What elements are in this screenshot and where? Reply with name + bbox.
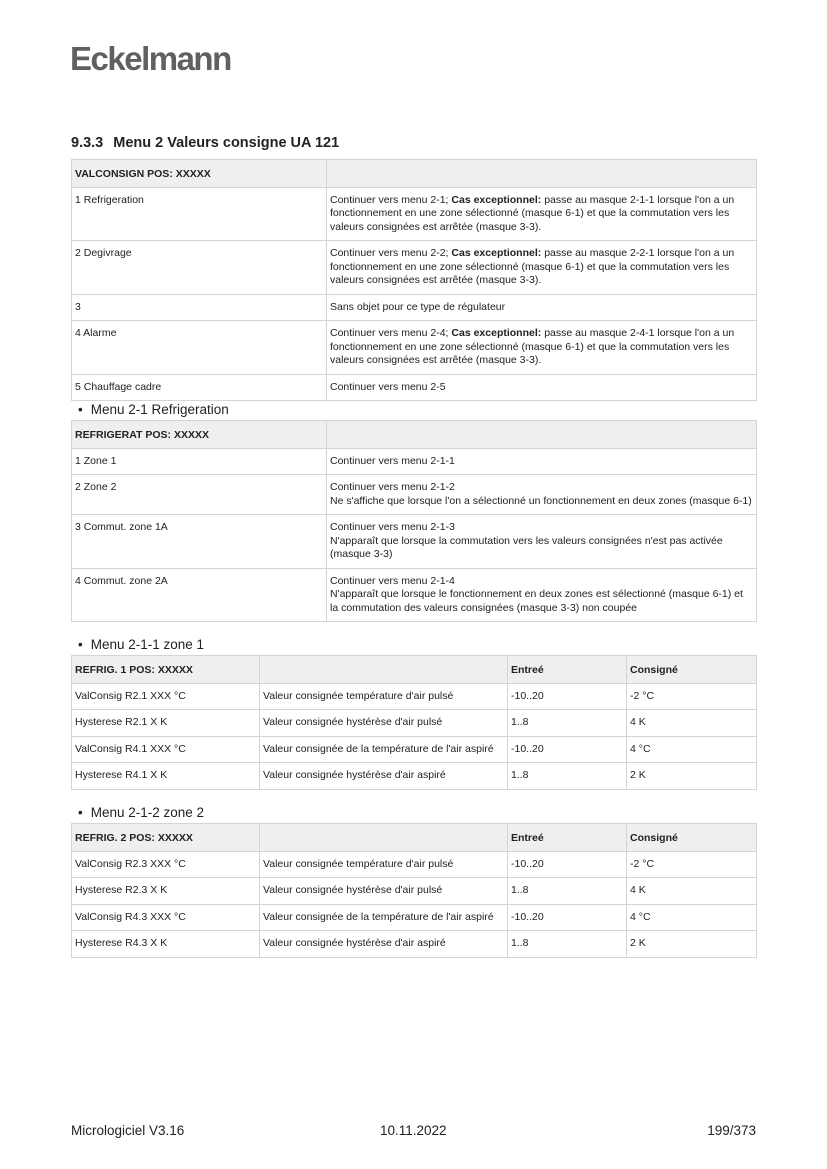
- bullet-menu-2-1: • Menu 2-1 Refrigeration: [78, 402, 229, 417]
- row-label: 1 Zone 1: [72, 448, 327, 475]
- table-header-cell: REFRIGERAT POS: XXXXX: [72, 421, 327, 449]
- param-range: 1..8: [508, 710, 627, 737]
- row-label: 1 Refrigeration: [72, 187, 327, 241]
- section-heading: [71, 135, 339, 151]
- row-label: 2 Degivrage: [72, 241, 327, 295]
- param-name: ValConsig R2.3 XXX °C: [72, 851, 260, 878]
- table-header-row: [72, 824, 757, 852]
- bullet-icon: •: [78, 402, 83, 417]
- param-default: 4 K: [627, 878, 757, 905]
- param-name: ValConsig R4.1 XXX °C: [72, 736, 260, 763]
- row-description: Continuer vers menu 2-5: [327, 374, 757, 401]
- param-description: Valeur consignée hystérèse d'air aspiré: [260, 763, 508, 790]
- row-label: 2 Zone 2: [72, 475, 327, 515]
- param-name: ValConsig R4.3 XXX °C: [72, 904, 260, 931]
- section-title: Menu 2 Valeurs consigne UA 121: [113, 135, 340, 151]
- param-range: -10..20: [508, 683, 627, 710]
- bullet-icon: •: [78, 637, 83, 652]
- table-row: [72, 904, 757, 931]
- param-description: Valeur consignée de la température de l'air aspiré: [260, 736, 508, 763]
- table-header-cell: [327, 160, 757, 188]
- refrigerat-table: [71, 420, 757, 622]
- param-default: 4 K: [627, 710, 757, 737]
- table-header-cell: REFRIG. 2 POS: XXXXX: [72, 824, 260, 852]
- table-row: [72, 515, 757, 569]
- table-row: [72, 321, 757, 375]
- footer-date: 10.11.2022: [380, 1123, 447, 1138]
- param-range: -10..20: [508, 851, 627, 878]
- param-default: 4 °C: [627, 904, 757, 931]
- param-description: Valeur consignée hystérèse d'air pulsé: [260, 710, 508, 737]
- table-header-cell: [260, 824, 508, 852]
- bullet-icon: •: [78, 805, 83, 820]
- table-header-cell: [327, 421, 757, 449]
- table-row: [72, 294, 757, 321]
- row-description: Sans objet pour ce type de régulateur: [327, 294, 757, 321]
- table-row: [72, 187, 757, 241]
- param-description: Valeur consignée de la température de l'air aspiré: [260, 904, 508, 931]
- row-label: 3 Commut. zone 1A: [72, 515, 327, 569]
- valconsign-table: [71, 159, 757, 401]
- footer-firmware: Micrologiciel V3.16: [71, 1123, 185, 1138]
- table-row: [72, 241, 757, 295]
- table-row: [72, 475, 757, 515]
- table-header-cell: Entreé: [508, 656, 627, 684]
- param-range: -10..20: [508, 904, 627, 931]
- table-row: [72, 878, 757, 905]
- row-description: Continuer vers menu 2-1-1: [327, 448, 757, 475]
- table-header-row: [72, 421, 757, 449]
- row-label: 4 Commut. zone 2A: [72, 568, 327, 622]
- footer-page-number: 199/373: [707, 1123, 756, 1138]
- table-row: [72, 736, 757, 763]
- param-description: Valeur consignée hystérèse d'air aspiré: [260, 931, 508, 958]
- param-default: 2 K: [627, 763, 757, 790]
- table-row: [72, 851, 757, 878]
- table-row: [72, 448, 757, 475]
- table-header-cell: Entreé: [508, 824, 627, 852]
- param-name: ValConsig R2.1 XXX °C: [72, 683, 260, 710]
- param-range: 1..8: [508, 763, 627, 790]
- table-header-cell: VALCONSIGN POS: XXXXX: [72, 160, 327, 188]
- param-range: 1..8: [508, 931, 627, 958]
- param-description: Valeur consignée température d'air pulsé: [260, 851, 508, 878]
- row-description: Continuer vers menu 2-1; Cas exceptionnel: passe au masque 2-1-1 lorsque l'on a un fonctionnement en une zone sélectionné (masque 6-1) et que la commutation vers les valeurs consignées est arrêtée (masque 3-3).: [327, 187, 757, 241]
- bullet-menu-2-1-2: • Menu 2-1-2 zone 2: [78, 805, 205, 820]
- table-header-cell: Consigné: [627, 656, 757, 684]
- param-name: Hysterese R4.1 X K: [72, 763, 260, 790]
- table-row: [72, 374, 757, 401]
- param-name: Hysterese R2.3 X K: [72, 878, 260, 905]
- param-description: Valeur consignée hystérèse d'air pulsé: [260, 878, 508, 905]
- bullet-menu-2-1-1: • Menu 2-1-1 zone 1: [78, 637, 205, 652]
- zone1-table: [71, 655, 757, 790]
- row-label: 3: [72, 294, 327, 321]
- table-header-cell: Consigné: [627, 824, 757, 852]
- table-header-cell: REFRIG. 1 POS: XXXXX: [72, 656, 260, 684]
- table-row: [72, 683, 757, 710]
- param-name: Hysterese R2.1 X K: [72, 710, 260, 737]
- zone2-table: [71, 823, 757, 958]
- table-row: [72, 931, 757, 958]
- table-header-cell: [260, 656, 508, 684]
- table-row: [72, 710, 757, 737]
- param-default: -2 °C: [627, 683, 757, 710]
- table-row: [72, 568, 757, 622]
- row-description: Continuer vers menu 2-2; Cas exceptionnel: passe au masque 2-2-1 lorsque l'on a un fonctionnement en une zone sélectionné (masque 6-1) et que la commutation vers les valeurs consignées est arrêtée (masque 3-3).: [327, 241, 757, 295]
- param-range: -10..20: [508, 736, 627, 763]
- brand-logo: Eckelmann: [70, 40, 231, 77]
- section-number: 9.3.3: [71, 135, 104, 151]
- param-description: Valeur consignée température d'air pulsé: [260, 683, 508, 710]
- param-default: 2 K: [627, 931, 757, 958]
- param-name: Hysterese R4.3 X K: [72, 931, 260, 958]
- param-range: 1..8: [508, 878, 627, 905]
- row-description: Continuer vers menu 2-4; Cas exceptionnel: passe au masque 2-4-1 lorsque l'on a un fonctionnement en une zone sélectionné (masque 6-1) et que la commutation vers les valeurs consignées est arrêtée (masque 3-3).: [327, 321, 757, 375]
- table-header-row: [72, 656, 757, 684]
- row-label: 4 Alarme: [72, 321, 327, 375]
- table-header-row: [72, 160, 757, 188]
- row-description: Continuer vers menu 2-1-2 Ne s'affiche que lorsque l'on a sélectionné un fonctionnement en deux zones (masque 6-1): [327, 475, 757, 515]
- row-description: Continuer vers menu 2-1-4 N'apparaît que lorsque le fonctionnement en deux zones est sélectionné (masque 6-1) et la commutation des valeurs consignées (masque 3-3) non coupée: [327, 568, 757, 622]
- row-label: 5 Chauffage cadre: [72, 374, 327, 401]
- table-row: [72, 763, 757, 790]
- param-default: 4 °C: [627, 736, 757, 763]
- row-description: Continuer vers menu 2-1-3 N'apparaît que lorsque la commutation vers les valeurs consignées n'est pas activée (masque 3-3): [327, 515, 757, 569]
- param-default: -2 °C: [627, 851, 757, 878]
